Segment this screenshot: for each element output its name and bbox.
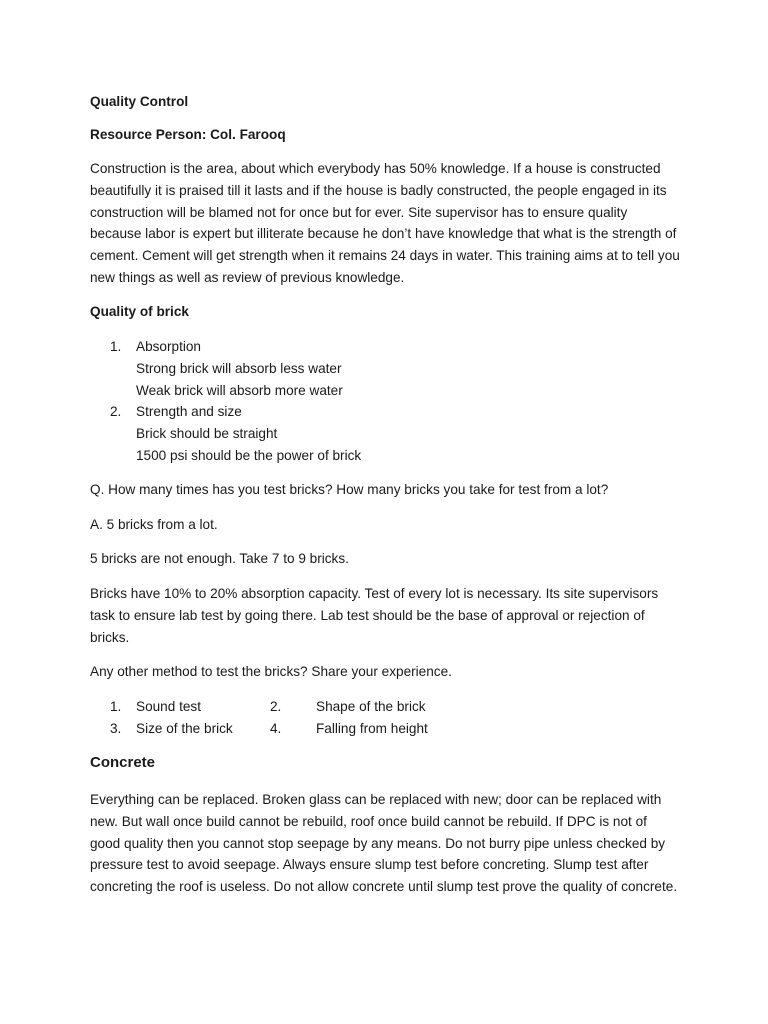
question-text: Q. How many times has you test bricks? How many bricks you take for test from a lot?	[90, 482, 609, 497]
concrete-paragraph: Everything can be replaced. Broken glass can be replaced with new; door can be replaced with new. But wall once build cannot be rebuild, roof once build cannot be rebuild. If DPC is not of good quality then you cannot stop seepage by any means. Do not burry pipe unless checked by pressure test to avoid seepage. Always ensure slump test before concreting. Slump test after concreting the roof is useless. Do not allow concrete until slump test prove the quality of concrete.	[90, 792, 678, 895]
list-number: 3.	[110, 720, 122, 736]
list-number: 1.	[110, 339, 122, 354]
intro-paragraph: Construction is the area, about which everybody has 50% knowledge. If a house is constructed beautifully it is praised till it lasts and if the house is badly constructed, the people engaged in its construction will be blamed not for once but for ever. Site supervisor has to ensure quality because labor is expert but illiterate because he don’t have knowledge that what is the strength of cement. Cement will get strength when it remains 24 days in water. This training aims at to tell you new things as well as review of previous knowledge.	[90, 161, 680, 285]
other-method-text: Any other method to test the bricks? Share your experience.	[90, 664, 452, 679]
brick-heading: Quality of brick	[90, 304, 189, 319]
brick-quality-list	[90, 336, 490, 468]
test-methods-list	[90, 696, 510, 740]
resource-person: Resource Person: Col. Farooq	[90, 127, 286, 142]
method-label: Size of the brick	[136, 720, 233, 736]
list-number: 2.	[110, 404, 122, 420]
list-label: Absorption	[136, 339, 201, 354]
list-subitem: Strong brick will absorb less water	[136, 360, 342, 376]
list-label: Strength and size	[136, 404, 242, 420]
list-subitem: 1500 psi should be the power of brick	[136, 448, 362, 463]
answer-text: A. 5 bricks from a lot.	[90, 517, 218, 532]
method-label: Shape of the brick	[316, 699, 426, 714]
method-label: Sound test	[136, 699, 201, 714]
advice-text: 5 bricks are not enough. Take 7 to 9 bricks.	[90, 551, 349, 566]
list-subitem: Brick should be straight	[136, 426, 278, 442]
list-number: 2.	[270, 699, 282, 714]
doc-title: Quality Control	[90, 94, 189, 109]
method-label: Falling from height	[316, 720, 428, 736]
list-subitem: Weak brick will absorb more water	[136, 382, 343, 398]
list-number: 4.	[270, 720, 282, 736]
list-number: 1.	[110, 699, 122, 714]
absorption-paragraph: Bricks have 10% to 20% absorption capacity. Test of every lot is necessary. Its site supervisors task to ensure lab test by going there. Lab test should be the base of approval or rejection of bricks.	[90, 586, 659, 645]
concrete-heading: Concrete	[90, 754, 156, 771]
